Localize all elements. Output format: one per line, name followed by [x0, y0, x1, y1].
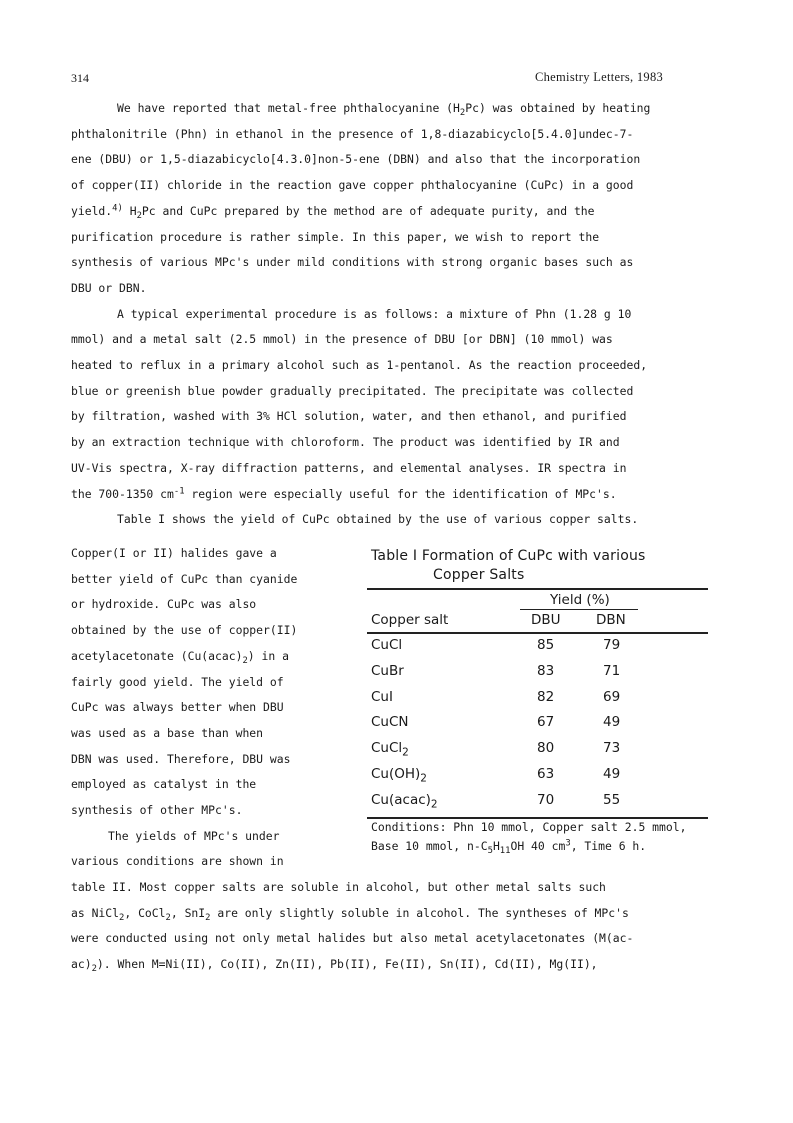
table-header-rule — [367, 632, 708, 634]
table-cell-dbn: 49 — [603, 714, 621, 731]
left-line: fairly good yield. The yield of — [71, 674, 284, 689]
top-line: DBU or DBN. — [71, 280, 147, 295]
left-line: The yields of MPc's under — [108, 828, 280, 843]
top-line: ene (DBU) or 1,5-diazabicyclo[4.3.0]non-5-ene (DBN) and also that the incorporation — [71, 152, 641, 167]
left-line: was used as a base than when — [71, 725, 264, 740]
left-line: better yield of CuPc than cyanide — [71, 571, 298, 586]
left-line: obtained by the use of copper(II) — [71, 623, 298, 638]
left-line: Copper(I or II) halides gave a — [71, 546, 277, 560]
top-line: Table I shows the yield of CuPc obtained by the use of various copper salts. — [117, 512, 639, 527]
bottom-line: were conducted using not only metal halides but also metal acetylacetonates (M(ac- — [71, 931, 634, 946]
top-line: by an extraction technique with chloroform. The product was identified by IR and — [71, 435, 620, 450]
left-line: synthesis of other MPc's. — [71, 803, 243, 817]
table-conditions-line-1: Conditions: Phn 10 mmol, Copper salt 2.5 mmol, — [371, 820, 687, 834]
top-line: synthesis of various MPc's under mild conditions with strong organic bases such as — [71, 255, 634, 270]
page-number: 314 — [71, 71, 89, 85]
left-line: or hydroxide. CuPc was also — [71, 597, 257, 612]
top-line: heated to reflux in a primary alcohol such as 1-pentanol. As the reaction proceeded, — [71, 358, 648, 372]
table-cell-dbn: 71 — [603, 662, 621, 679]
top-line: the 700-1350 $cm^{-1}$ region were especially useful for the identification of MPc's. — [71, 486, 617, 501]
table-conditions-line-2: Base 10 mmol, $n-C_5H_{11}OH$ 40 $cm^3$, Time 6 h. — [371, 838, 647, 857]
table-cell-dbn: 69 — [603, 688, 621, 705]
top-line: yield.$^{4)}$ $H_2Pc$ and CuPc prepared by the method are of adequate purity, and the — [71, 203, 595, 221]
table-title: Table I Formation of CuPc with various — [371, 548, 646, 564]
yield-group-header: Yield (%) — [550, 592, 610, 608]
table-cell-dbu: 63 — [537, 766, 555, 782]
table-cell-salt: CuCl — [371, 637, 403, 653]
table-cell-dbn: 79 — [603, 637, 621, 653]
table-cell-dbu: 80 — [537, 740, 555, 757]
left-line: CuPc was always better when DBU — [71, 700, 284, 715]
table-cell-salt: CuBr — [371, 662, 404, 679]
bottom-line: $ac)_2$). When M=Ni(II), Co(II), Zn(II), Pb(II), Fe(II), Sn(II), Cd(II), Mg(II), — [71, 957, 598, 975]
top-line: purification procedure is rather simple. In this paper, we wish to report the — [71, 229, 600, 244]
column-header-copper-salt: Copper salt — [371, 612, 449, 628]
table-cell-salt: CuCN — [371, 714, 409, 731]
top-line: of copper(II) chloride in the reaction gave copper phthalocyanine (CuPc) in a good — [71, 178, 634, 193]
table-cell-dbu: 82 — [537, 688, 555, 705]
left-line: DBN was used. Therefore, DBU was — [71, 751, 291, 766]
table-top-rule — [367, 588, 708, 590]
yield-group-rule — [520, 609, 638, 610]
top-line: blue or greenish blue powder gradually precipitated. The precipitate was collected — [71, 383, 634, 398]
table-cell-dbu: 85 — [537, 637, 555, 653]
top-line: We have reported that metal-free phthalocyanine $(H_2Pc)$ was obtained by heating — [117, 101, 651, 119]
table-cell-dbn: 49 — [603, 766, 621, 782]
column-header-dbu: DBU — [531, 612, 561, 628]
top-line: phthalonitrile (Phn) in ethanol in the presence of 1,8-diazabicyclo[5.4.0]undec-7- — [71, 126, 634, 141]
top-line: mmol) and a metal salt (2.5 mmol) in the presence of DBU [or DBN] (10 mmol) was — [71, 332, 613, 347]
table-cell-dbu: 67 — [537, 714, 555, 731]
left-line: acetylacetonate $(Cu(acac)_2)$ in a — [71, 648, 289, 666]
table-cell-dbn: 73 — [603, 740, 621, 757]
table-cell-salt: CuI — [371, 688, 393, 705]
table-cell-dbu: 83 — [537, 662, 555, 679]
table-cell-dbu: 70 — [537, 791, 555, 808]
table-cell-salt: $Cu(OH)_2$ — [371, 766, 427, 785]
table-cell-salt: $Cu(acac)_2$ — [371, 791, 438, 811]
table-cell-dbn: 55 — [603, 791, 621, 808]
table-title-continued: Copper Salts — [433, 567, 525, 583]
bottom-line: table II. Most copper salts are soluble in alcohol, but other metal salts such — [71, 880, 606, 894]
top-line: by filtration, washed with 3% HCl solution, water, and then ethanol, and purified — [71, 409, 627, 424]
bottom-line: as NiCl$_2$, CoCl$_2$, SnI$_2$ are only slightly soluble in alcohol. The syntheses of MPc's — [71, 905, 629, 923]
table-bottom-rule — [367, 817, 708, 819]
table-cell-salt: CuCl$_2$ — [371, 740, 409, 759]
top-line: A typical experimental procedure is as follows: a mixture of Phn (1.28 g 10 — [117, 306, 632, 321]
left-line: various conditions are shown in — [71, 854, 284, 869]
journal-title: Chemistry Letters, 1983 — [535, 70, 664, 84]
left-line: employed as catalyst in the — [71, 777, 257, 792]
top-line: UV-Vis spectra, X-ray diffraction patterns, and elemental analyses. IR spectra in — [71, 460, 627, 475]
column-header-dbn: DBN — [596, 612, 626, 628]
